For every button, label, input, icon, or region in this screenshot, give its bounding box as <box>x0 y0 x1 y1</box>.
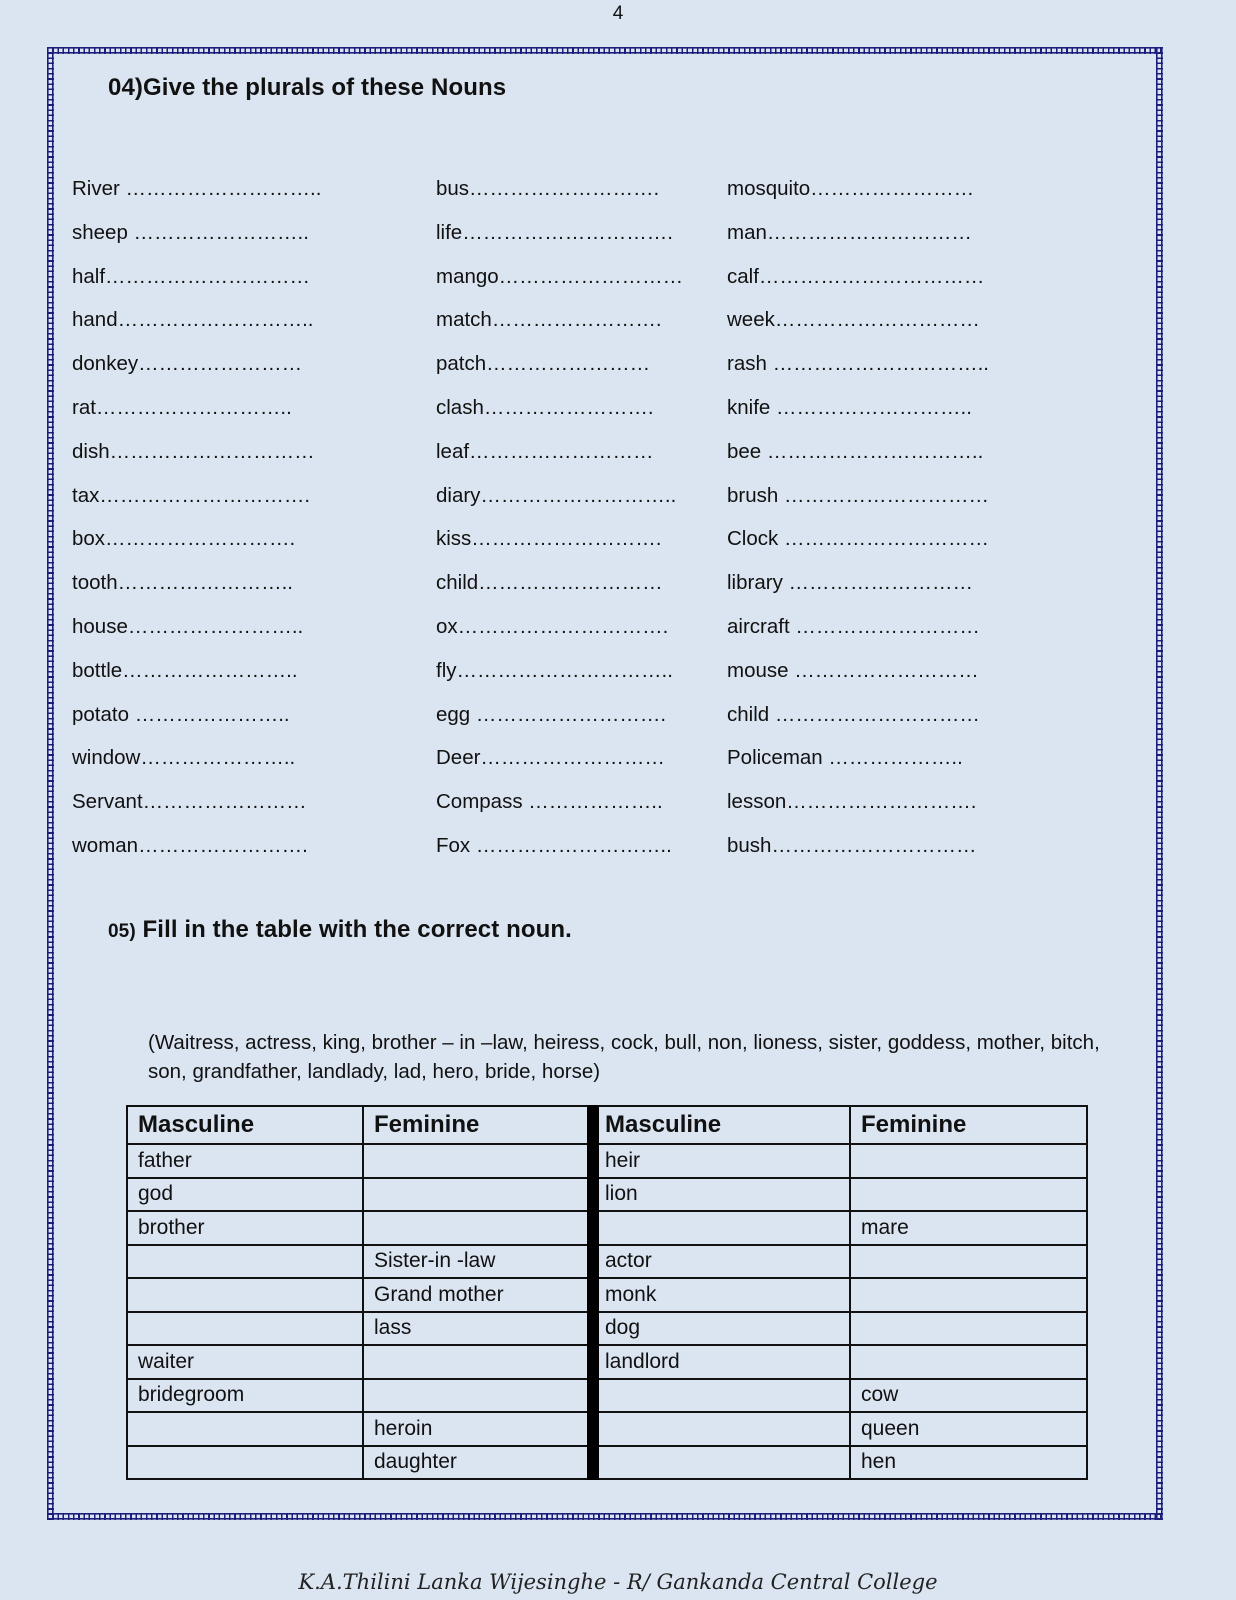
table-cell[interactable]: bridegroom <box>127 1379 363 1413</box>
table-cell[interactable]: landlord <box>593 1345 850 1379</box>
author-footer: K.A.Thilini Lanka Wijesinghe - R/ Gankanda Central College <box>298 1570 938 1594</box>
plural-column-2 <box>436 176 683 877</box>
plural-item: hand……………………….. <box>72 308 314 332</box>
plural-item: mouse ……………………… <box>727 658 979 682</box>
table-cell[interactable]: father <box>127 1144 363 1178</box>
table-cell[interactable] <box>363 1379 593 1413</box>
table-cell[interactable] <box>593 1211 850 1245</box>
table-cell[interactable]: heir <box>593 1144 850 1178</box>
header-masculine: Masculine <box>593 1106 850 1144</box>
table-row <box>127 1144 1087 1178</box>
border-top <box>47 47 1163 54</box>
plural-item: bottle…………………….. <box>72 658 298 682</box>
table-cell[interactable]: cow <box>850 1379 1087 1413</box>
plural-item: egg ………………………. <box>436 702 667 726</box>
table-cell[interactable]: heroin <box>363 1412 593 1446</box>
plural-item: calf…………………………… <box>727 264 985 288</box>
plural-item: life…………………………. <box>436 220 673 244</box>
border-right <box>1156 47 1163 1520</box>
plural-item: bus………………………. <box>436 177 660 200</box>
table-header-row <box>127 1106 1087 1144</box>
plural-item: rat……………………….. <box>72 395 292 419</box>
table-cell[interactable] <box>127 1412 363 1446</box>
table-cell[interactable]: dog <box>593 1312 850 1346</box>
section-04-title: Give the plurals of these Nouns <box>143 74 507 101</box>
header-masculine: Masculine <box>127 1106 363 1144</box>
table-cell[interactable]: queen <box>850 1412 1087 1446</box>
plural-item: man………………………… <box>727 220 972 244</box>
table-cell[interactable]: god <box>127 1178 363 1212</box>
gender-noun-table <box>126 1105 1088 1480</box>
table-cell[interactable]: Sister-in -law <box>363 1245 593 1279</box>
table-cell[interactable]: lass <box>363 1312 593 1346</box>
table-cell[interactable]: lion <box>593 1178 850 1212</box>
plural-item: match……………………. <box>436 308 662 332</box>
plural-column-1 <box>72 176 321 877</box>
plural-item: tax…………………………. <box>72 483 311 507</box>
plural-item: leaf……………………… <box>436 439 654 463</box>
table-cell[interactable]: actor <box>593 1245 850 1279</box>
table-row <box>127 1379 1087 1413</box>
plural-item: River ……………………….. <box>72 177 322 200</box>
plural-item: ox…………………………. <box>436 614 669 638</box>
plural-item: kiss………………………. <box>436 527 662 551</box>
plural-item: mosquito…………………… <box>727 177 975 200</box>
header-feminine: Feminine <box>363 1106 593 1144</box>
section-04-heading <box>108 74 506 102</box>
plural-item: box………………………. <box>72 527 296 551</box>
plural-item: brush ………………………… <box>727 483 989 507</box>
table-cell[interactable] <box>850 1278 1087 1312</box>
section-05-heading <box>108 916 572 944</box>
table-row <box>127 1412 1087 1446</box>
border-left <box>47 47 54 1520</box>
table-cell[interactable]: hen <box>850 1446 1087 1480</box>
table-row <box>127 1178 1087 1212</box>
table-cell[interactable] <box>363 1211 593 1245</box>
table-row <box>127 1345 1087 1379</box>
plural-item: lesson………………………. <box>727 790 977 814</box>
plural-item: dish………………………… <box>72 439 315 463</box>
plural-item: rash ………………………….. <box>727 352 989 376</box>
table-cell[interactable] <box>363 1345 593 1379</box>
plural-item: clash……………………. <box>436 395 654 419</box>
table-cell[interactable]: monk <box>593 1278 850 1312</box>
section-04-number: 04) <box>108 74 143 101</box>
table-cell[interactable] <box>363 1144 593 1178</box>
table-cell[interactable] <box>593 1379 850 1413</box>
plural-item: Policeman ……………….. <box>727 746 963 770</box>
plural-item: knife ……………………….. <box>727 395 972 419</box>
table-cell[interactable]: waiter <box>127 1345 363 1379</box>
plural-item: patch…………………… <box>436 352 651 376</box>
table-cell[interactable] <box>850 1178 1087 1212</box>
plural-item: bush………………………… <box>727 833 977 857</box>
plural-item: mango……………………… <box>436 264 684 288</box>
plural-item: house…………………….. <box>72 614 304 638</box>
table-row <box>127 1278 1087 1312</box>
table-cell[interactable]: brother <box>127 1211 363 1245</box>
plural-item: library ……………………… <box>727 571 974 595</box>
plural-item: Clock ………………………… <box>727 527 989 551</box>
table-row <box>127 1245 1087 1279</box>
table-cell[interactable]: Grand mother <box>363 1278 593 1312</box>
table-cell[interactable] <box>127 1446 363 1480</box>
plural-item: woman……………………. <box>72 833 308 857</box>
plural-item: fly………………………….. <box>436 658 673 682</box>
table-cell[interactable] <box>850 1345 1087 1379</box>
table-cell[interactable] <box>593 1446 850 1480</box>
plural-item: bee ………………………….. <box>727 439 984 463</box>
plural-item: half………………………… <box>72 264 311 288</box>
plural-item: potato ………………….. <box>72 702 290 726</box>
table-row <box>127 1211 1087 1245</box>
page-number: 4 <box>612 3 624 24</box>
table-cell[interactable]: daughter <box>363 1446 593 1480</box>
plural-item: aircraft ……………………… <box>727 614 980 638</box>
table-row <box>127 1446 1087 1480</box>
section-05-title: Fill in the table with the correct noun. <box>142 916 572 943</box>
plural-item: Compass ……………….. <box>436 790 663 814</box>
table-cell[interactable] <box>127 1312 363 1346</box>
table-cell[interactable] <box>127 1278 363 1312</box>
plural-item: Servant…………………… <box>72 790 307 814</box>
table-cell[interactable] <box>850 1312 1087 1346</box>
table-cell[interactable] <box>593 1412 850 1446</box>
plural-item: sheep …………………….. <box>72 220 309 244</box>
plural-item: child ………………………… <box>727 702 980 726</box>
table-cell[interactable]: mare <box>850 1211 1087 1245</box>
table-cell[interactable] <box>850 1245 1087 1279</box>
plural-item: tooth…………………….. <box>72 571 293 595</box>
plural-item: diary……………………….. <box>436 483 677 507</box>
plural-item: donkey…………………… <box>72 352 303 376</box>
section-05-number: 05) <box>108 921 136 942</box>
header-feminine: Feminine <box>850 1106 1087 1144</box>
table-cell[interactable] <box>850 1144 1087 1178</box>
plural-item: Fox ……………………….. <box>436 833 672 857</box>
word-bank: (Waitress, actress, king, brother – in –law, heiress, cock, bull, non, lioness, sister, goddess, mother, bitch, son, grandfather, landlady, lad, hero, bride, horse) <box>148 1031 1100 1083</box>
table-cell[interactable] <box>363 1178 593 1212</box>
plural-item: child……………………… <box>436 571 663 595</box>
border-bottom <box>47 1513 1163 1520</box>
plural-item: window………………….. <box>72 746 296 770</box>
table-row <box>127 1312 1087 1346</box>
table-cell[interactable] <box>127 1245 363 1279</box>
plural-item: Deer……………………… <box>436 746 665 770</box>
plural-column-3 <box>727 176 989 877</box>
plural-item: week………………………… <box>727 308 980 332</box>
